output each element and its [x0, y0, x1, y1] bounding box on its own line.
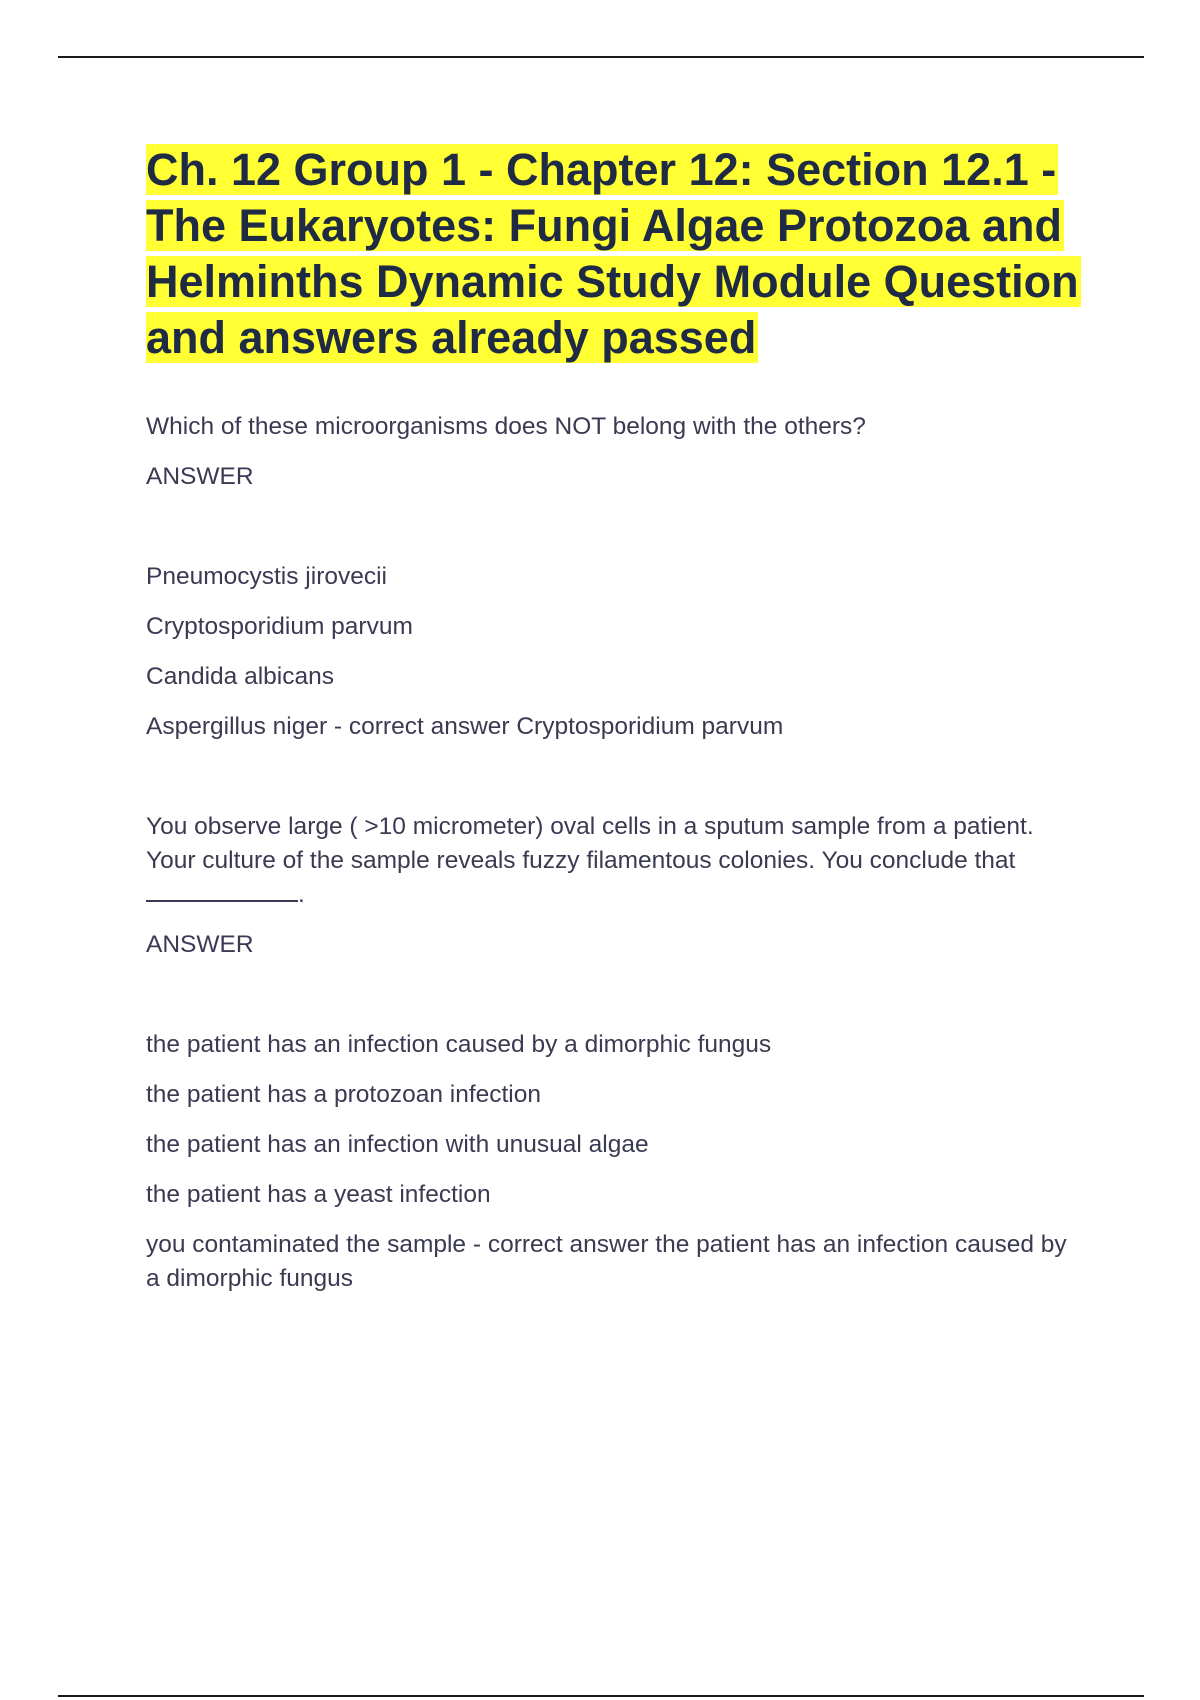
option-item: Aspergillus niger - correct answer Cryptosporidium parvum: [146, 713, 784, 740]
top-divider: [58, 56, 1144, 58]
option-item: the patient has an infection caused by a dimorphic fungus: [146, 1031, 772, 1058]
question-prompt: Which of these microorganisms does NOT belong with the others?: [146, 413, 866, 440]
fill-in-blank: [146, 878, 298, 902]
option-item: Cryptosporidium parvum: [146, 613, 413, 640]
option-item: Candida albicans: [146, 663, 334, 690]
option-item: you contaminated the sample - correct answer the patient has an infection caused by a dimorphic fungus: [146, 1231, 1067, 1292]
document-content: [146, 142, 1086, 1312]
option-item: the patient has a yeast infection: [146, 1181, 491, 1208]
prompt-end: .: [298, 881, 305, 908]
answer-options: [146, 560, 1086, 744]
document-title: [146, 142, 1086, 366]
answer-label: ANSWER: [146, 463, 254, 490]
option-item: the patient has a protozoan infection: [146, 1081, 542, 1108]
question-prompt: [146, 810, 1086, 912]
option-item: Pneumocystis jirovecii: [146, 563, 387, 590]
question-block-1: [146, 410, 1086, 744]
answer-options: [146, 1028, 1086, 1296]
option-item: the patient has an infection with unusual algae: [146, 1131, 649, 1158]
question-block-2: [146, 810, 1086, 1296]
spacer: [146, 760, 1086, 810]
answer-label: ANSWER: [146, 931, 254, 958]
prompt-text: You observe large ( >10 micrometer) oval cells in a sputum sample from a patient. Your culture of the sample reveals fuzzy filamentous colonies. You conclude that: [146, 813, 1034, 874]
title-highlight: Ch. 12 Group 1 - Chapter 12: Section 12.1 - The Eukaryotes: Fungi Algae Protozoa and Helminths Dynamic Study Module Question and answers already passed: [146, 144, 1079, 363]
bottom-divider: [58, 1695, 1144, 1697]
